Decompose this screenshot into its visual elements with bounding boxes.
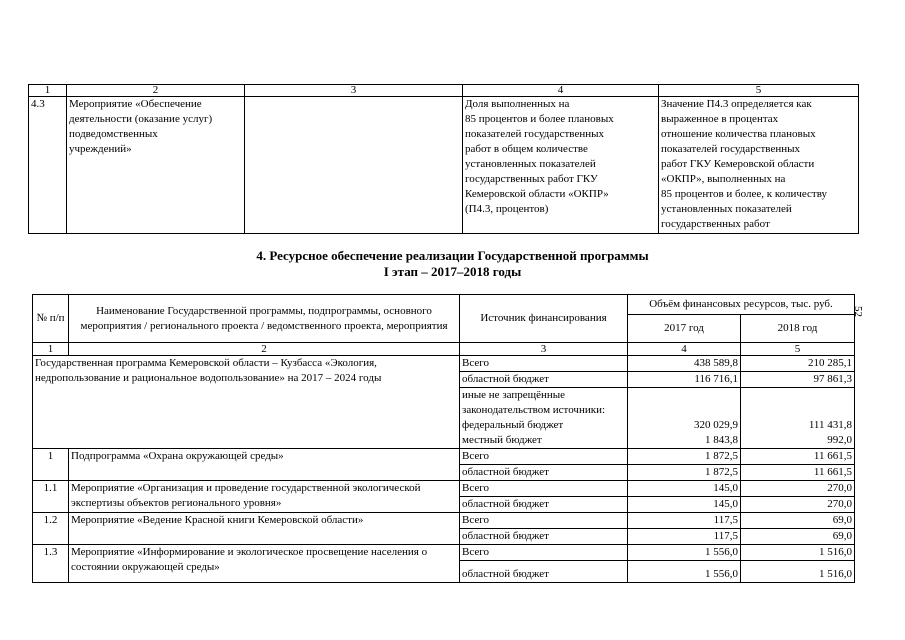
value-2017: 1 872,5 (628, 465, 741, 481)
source-cell: областной бюджет (460, 465, 628, 481)
value-2017: 117,5 (628, 529, 741, 545)
row-name: Мероприятие «Организация и проведение государственной экологической экспертизы объектов регионального уровня» (69, 481, 460, 513)
value-2017: 438 589,8 (628, 356, 741, 372)
header-2017: 2017 год (628, 315, 741, 343)
source-cell: областной бюджет (460, 372, 628, 388)
source-cell: Всего (460, 545, 628, 561)
row-number: 1.2 (33, 513, 69, 545)
value-2017: 145,0 (628, 497, 741, 513)
value-2018: 69,0 (741, 529, 855, 545)
colnum-cell: 5 (741, 343, 855, 356)
row-name: Подпрограмма «Охрана окружающей среды» (69, 449, 460, 481)
value-2017: 117,5 (628, 513, 741, 529)
table-row (33, 513, 855, 529)
value-2017: 1 556,0 (628, 545, 741, 561)
resource-table (32, 294, 855, 583)
value-2018: 270,0 (741, 497, 855, 513)
colnum-cell: 2 (67, 85, 245, 97)
table-row (33, 449, 855, 465)
value-2018: 97 861,3 (741, 372, 855, 388)
row-number: 1.3 (33, 545, 69, 583)
section-heading (0, 248, 905, 280)
value-2017: 1 556,0 (628, 561, 741, 583)
table-row (33, 356, 855, 372)
value-2018: 111 431,8 (741, 418, 855, 433)
header-source: Источник финансирования (460, 295, 628, 343)
header-2018: 2018 год (741, 315, 855, 343)
source-cell: областной бюджет (460, 561, 628, 583)
table-colnum-row (33, 343, 855, 356)
value-2017: 116 716,1 (628, 372, 741, 388)
value-2018: 11 661,5 (741, 449, 855, 465)
source-cell: областной бюджет (460, 529, 628, 545)
section-subtitle: I этап – 2017–2018 годы (383, 264, 522, 279)
source-cell: Всего (460, 449, 628, 465)
source-cell: Всего (460, 356, 628, 372)
header-name: Наименование Государственной программы, подпрограммы, основного мероприятия / регионального проекта / ведомственного проекта, мероприятия (69, 295, 460, 343)
value-2018 (741, 388, 855, 419)
value-2018: 992,0 (741, 433, 855, 449)
colnum-cell: 3 (460, 343, 628, 356)
row-number: 1.1 (33, 481, 69, 513)
row-number: 1 (33, 449, 69, 481)
value-2018: 69,0 (741, 513, 855, 529)
source-cell: местный бюджет (460, 433, 628, 449)
colnum-cell: 1 (29, 85, 67, 97)
value-2017 (628, 388, 741, 419)
row-name: Мероприятие «Обеспечение деятельности (оказание услуг) подведомственных учреждений» (67, 97, 245, 234)
row-indicator: Доля выполненных на 85 процентов и более плановых показателей государственных работ в общем количестве установленных показателей государственных работ ГКУ Кемеровской области «ОКПР» (П4.3, процентов) (463, 97, 659, 234)
value-2017: 1 872,5 (628, 449, 741, 465)
value-2018: 1 516,0 (741, 545, 855, 561)
colnum-cell: 4 (463, 85, 659, 97)
header-num: № п/п (33, 295, 69, 343)
row-method: Значение П4.3 определяется как выраженное в процентах отношение количества плановых показателей государственных работ ГКУ Кемеровской области «ОКПР», выполненных на 85 процентов и более, к количеству установленных показателей государственных работ (659, 97, 859, 234)
source-cell: Всего (460, 513, 628, 529)
header-volume: Объём финансовых ресурсов, тыс. руб. (628, 295, 855, 315)
value-2018: 11 661,5 (741, 465, 855, 481)
source-cell: Всего (460, 481, 628, 497)
table-colnum-row (29, 85, 859, 97)
table-row (29, 97, 859, 234)
colnum-cell: 2 (69, 343, 460, 356)
page-number: 52 (852, 306, 864, 317)
value-2018: 210 285,1 (741, 356, 855, 372)
row-number: 4.3 (29, 97, 67, 234)
value-2017: 145,0 (628, 481, 741, 497)
section-title: 4. Ресурсное обеспечение реализации Государственной программы (256, 248, 649, 263)
row-name: Мероприятие «Ведение Красной книги Кемеровской области» (69, 513, 460, 545)
indicator-table (28, 84, 859, 234)
colnum-cell: 5 (659, 85, 859, 97)
colnum-cell: 4 (628, 343, 741, 356)
colnum-cell: 1 (33, 343, 69, 356)
value-2017: 320 029,9 (628, 418, 741, 433)
colnum-cell: 3 (245, 85, 463, 97)
row-empty (245, 97, 463, 234)
value-2017: 1 843,8 (628, 433, 741, 449)
program-name: Государственная программа Кемеровской области – Кузбасса «Экология, недропользование и рациональное водопользование» на 2017 – 2024 годы (33, 356, 460, 449)
row-name: Мероприятие «Информирование и экологическое просвещение населения о состоянии окружающей среды» (69, 545, 460, 583)
table-row (33, 545, 855, 561)
source-cell: иные не запрещённые законодательством источники: (460, 388, 628, 419)
value-2018: 270,0 (741, 481, 855, 497)
table-row (33, 481, 855, 497)
source-cell: федеральный бюджет (460, 418, 628, 433)
table-header-row (33, 295, 855, 315)
value-2018: 1 516,0 (741, 561, 855, 583)
source-cell: областной бюджет (460, 497, 628, 513)
